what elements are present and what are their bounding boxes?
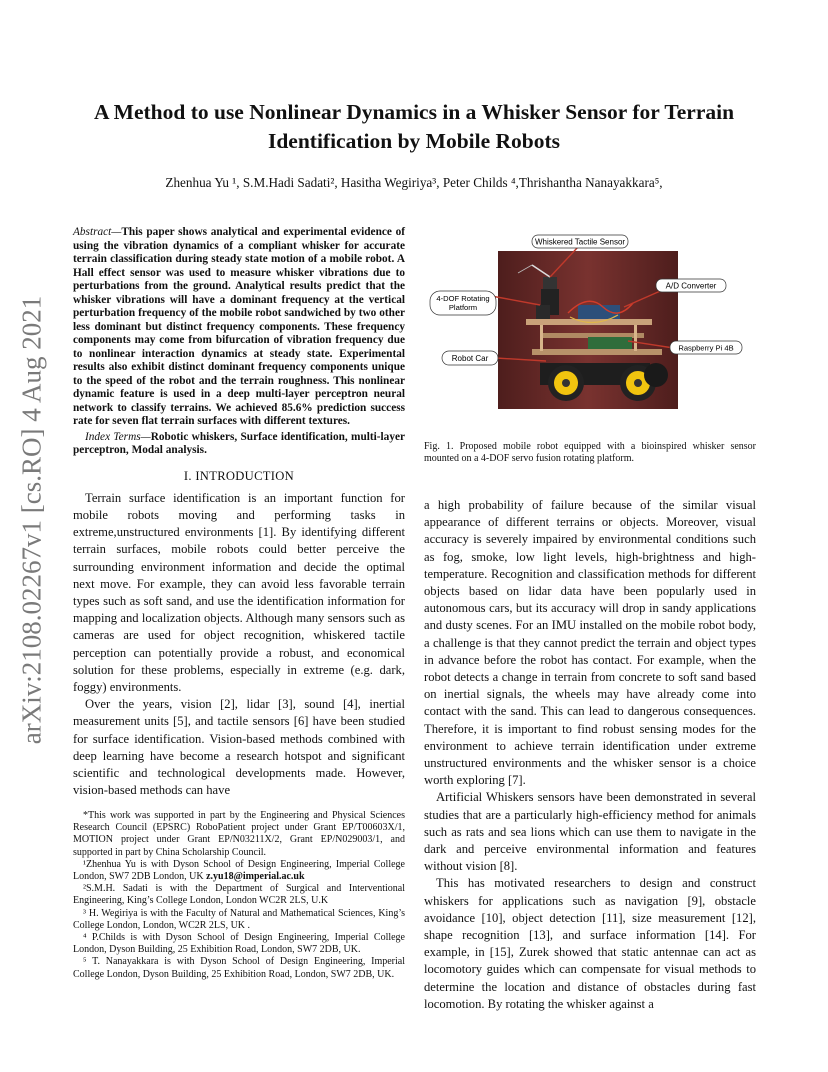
section-heading-introduction: I. INTRODUCTION <box>183 468 295 483</box>
index-terms-label: Index Terms— <box>85 430 151 443</box>
index-terms-text: Robotic whiskers, Surface identification, multi-layer perceptron, Modal analysis. <box>73 430 405 456</box>
footnote-author-4: ⁴ P.Childs is with Dyson School of Design Engineering, Imperial College London, Dyson Building, 25 Exhibition Road, London, SW7 2DB, UK. <box>73 932 405 956</box>
email-link[interactable]: z.yu18@imperial.ac.uk <box>206 871 305 883</box>
footnotes <box>73 810 405 981</box>
arxiv-id-text: arXiv:2108.02267v1 [cs.RO] 4 Aug 2021 <box>16 295 47 745</box>
left-column <box>73 226 405 799</box>
footnote-author-2: ²S.M.H. Sadati is with the Department of Surgical and Interventional Engineering, King’s College London, London WC2R 2LS, U.K <box>73 883 405 907</box>
intro-paragraph-1: Terrain surface identification is an important function for mobile robots moving and performing tasks in extreme,unstructured environments [1]. By identifying different terrain surfaces, mobile robots could better perceive the surrounding environment information and decide the optimal next move. For example, they can avoid less favorable terrain types such as soft sand, and use the identification information for mapping and localization objects. Although many sensors such as cameras are used for object recognition, whiskered tactile perception can potentially provide a robust, and economical solution for these problems, especially in extreme (e.g. dark, foggy) environments. <box>73 490 405 694</box>
right-paragraph-1: a high probability of failure because of the similar visual appearance of different terrains or objects. Moreover, visual accuracy is severely impaired by environmental conditions such as fog, smoke, low light levels, high-brightness and high-temperature. Recognition and classification methods for different objects based on lidar data have been popularly used in autonomous cars, but its accuracy will drop in sandy applications and dusty scenes. For an IMU installed on the mobile robot body, a challenge is that they cannot predict the terrain and object types in advance before the robot has contact. For example, when the robot detects a change in terrain from concrete to soft sand based on inertial signals, the wheels may have already come into contact with the sand. This can lead to dangerous consequences. Therefore, it is important to find robust sensing modes for the environment to achieve terrain identification under extreme unstructured environments and the whisker sensor is a choice worth exploring [7]. <box>424 498 756 788</box>
label-ad-converter: A/D Converter <box>665 281 717 291</box>
abstract-label: Abstract— <box>73 226 122 238</box>
label-whisker-sensor: Whiskered Tactile Sensor <box>534 237 626 247</box>
right-paragraph-2: Artificial Whiskers sensors have been demonstrated in several studies that are a particularly high-efficiency method for animals such as rats and sea lions which can use them to navigate in the dark and perceive environmental information and features without vision [8]. <box>424 790 756 874</box>
intro-paragraph-2: Over the years, vision [2], lidar [3], sound [4], inertial measurement units [5], and tactile sensors [6] have been studied for surface identification. Vision-based methods combined with deep learning have become a research hotspot and significant scientific and technological developments made. However, vision-based methods can have <box>73 697 405 798</box>
label-platform-line1: 4-DOF Rotating <box>436 294 490 303</box>
wheel-front-left <box>548 365 584 401</box>
footnote-funding: *This work was supported in part by the Engineering and Physical Sciences Research Council (EPSRC) RoboPatient project under Grant EP/T00603X/1, MOTION project under Grant EP/N03211X/2, Grant EP/N029003/1, and supported in part by China Scholarship Council. <box>73 810 405 858</box>
figure-caption: Fig. 1. Proposed mobile robot equipped with a bioinspired whisker sensor mounted on a 4-DOF servo fusion rotating platform. <box>424 441 756 464</box>
robot-illustration <box>428 233 753 411</box>
right-paragraph-3: This has motivated researchers to design and construct whiskers for applications such as navigation [9], obstacle avoidance [10], object detection [11], size measurement [12], shape recognition [13], and surface information [14]. For example, in [15], Zurek showed that static antennae can act as locomotory guides which can compensate for visual methods to determine the location and distance of obstacles during fast locomotion. By rotating the whisker against a <box>424 876 756 1011</box>
lower-deck <box>532 349 662 355</box>
right-column <box>424 497 756 1013</box>
label-robot-car: Robot Car <box>451 354 489 363</box>
footnote-author-3: ³ H. Wegiriya is with the Faculty of Natural and Mathematical Sciences, King’s College London, London, WC2R 2LS, UK . <box>73 907 405 931</box>
abstract <box>73 226 405 429</box>
paper-title: A Method to use Nonlinear Dynamics in a Whisker Sensor for Terrain Identification by Mobile Robots <box>93 100 735 153</box>
robot-photo <box>428 233 753 411</box>
arxiv-side-stamp <box>12 290 52 750</box>
author-list: Zhenhua Yu ¹, S.M.Hadi Sadati², Hasitha Wegiriya³, Peter Childs ⁴,Thrishantha Nanayakkara⁵, <box>165 175 663 190</box>
abstract-text: This paper shows analytical and experimental evidence of using the vibration dynamics of a compliant whisker for accurate terrain classification during steady state motion of a mobile robot. A Hall effect sensor was used to measure whisker vibrations due to perturbations from the ground. Analytical results predict that the whisker vibrations will have a dominant frequency at the vertical perturbation frequency of the mobile robot sandwiched by two other less dominant but distinct frequency components. These frequency components may come from bifurcation of vibration frequency due to nonlinear interaction dynamics at steady state. Experimental results also exhibit distinct dominant frequency components unique to the speed of the robot and the terrain roughness. This nonlinear dynamic feature is used in a deep multi-layer perceptron neural network to classify terrains. We achieved 85.6% prediction success rate for seven flat terrain surfaces with different textures. <box>73 226 405 427</box>
index-terms <box>73 431 405 458</box>
footnote-author-5: ⁵ T. Nanayakkara is with Dyson School of Design Engineering, Imperial College London, Dyson Building, 25 Exhibition Road, London, SW7 2DB, UK. <box>73 956 405 980</box>
label-platform-line2: Platform <box>448 303 478 312</box>
label-raspberry-pi: Raspberry Pi 4B <box>678 343 734 353</box>
footnote-author-1: ¹Zhenhua Yu is with Dyson School of Design Engineering, Imperial College London, SW7 2DB London, UK z.yu18@imperial.ac.uk <box>73 858 405 883</box>
